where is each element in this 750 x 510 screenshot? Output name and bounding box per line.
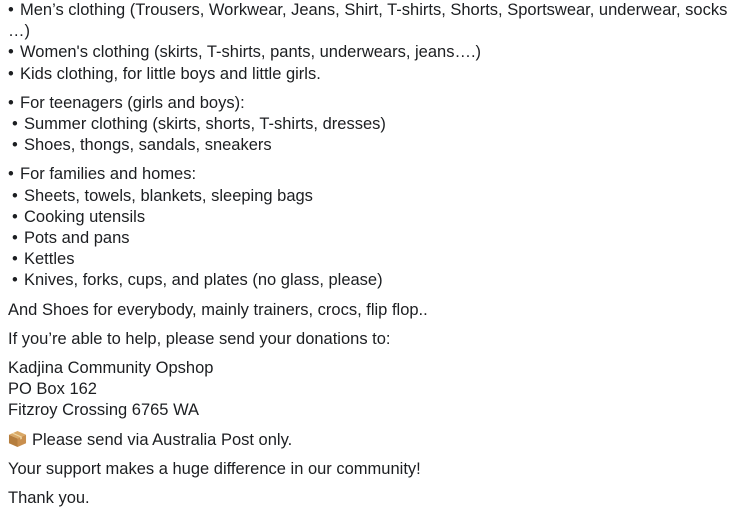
men-clothing-item bbox=[8, 0, 742, 42]
family-item-text: Pots and pans bbox=[24, 229, 130, 248]
kids-clothing-text: Kids clothing, for little boys and little girls. bbox=[20, 64, 321, 83]
family-item-text: Kettles bbox=[24, 250, 75, 269]
spacer bbox=[8, 292, 742, 300]
bullet: • bbox=[8, 64, 14, 83]
bullet: • bbox=[12, 115, 18, 134]
bullet: • bbox=[12, 250, 18, 269]
families-heading bbox=[8, 164, 742, 185]
bullet: • bbox=[8, 43, 14, 62]
bullet: • bbox=[8, 1, 14, 19]
bullet: • bbox=[12, 271, 18, 290]
family-item-text: Knives, forks, cups, and plates (no glass, please) bbox=[24, 271, 383, 290]
post-note bbox=[8, 430, 742, 451]
teenagers-heading bbox=[8, 93, 742, 114]
family-item-text: Cooking utensils bbox=[24, 207, 146, 226]
support-line: Your support makes a huge difference in our community! bbox=[8, 459, 421, 478]
spacer bbox=[8, 422, 742, 430]
women-clothing-text: Women's clothing (skirts, T-shirts, pants, underwears, jeans….) bbox=[20, 43, 482, 62]
donate-line: If you’re able to help, please send your donations to: bbox=[8, 329, 391, 348]
spacer bbox=[8, 156, 742, 164]
men-clothing-text: Men’s clothing (Trousers, Workwear, Jeans, Shirt, T-shirts, Shorts, Sportswear, underwear, socks …) bbox=[8, 1, 728, 41]
thanks-line: Thank you. bbox=[8, 489, 90, 508]
teen-item-text: Shoes, thongs, sandals, sneakers bbox=[24, 136, 272, 155]
spacer bbox=[8, 321, 742, 329]
bullet: • bbox=[12, 136, 18, 155]
families-heading-text: For families and homes: bbox=[20, 165, 197, 184]
bullet: • bbox=[8, 93, 14, 112]
bullet: • bbox=[8, 165, 14, 184]
kids-clothing-item bbox=[8, 64, 742, 85]
family-item bbox=[8, 228, 742, 249]
address-po-box: PO Box 162 bbox=[8, 380, 97, 399]
bullet: • bbox=[12, 229, 18, 248]
family-item bbox=[8, 186, 742, 207]
shoes-line: And Shoes for everybody, mainly trainers, crocs, flip flop.. bbox=[8, 300, 428, 319]
address-town: Fitzroy Crossing 6765 WA bbox=[8, 401, 200, 420]
spacer bbox=[8, 451, 742, 459]
spacer bbox=[8, 350, 742, 358]
women-clothing-item bbox=[8, 42, 742, 63]
family-item bbox=[8, 249, 742, 270]
teen-item-text: Summer clothing (skirts, shorts, T-shirts, dresses) bbox=[24, 115, 386, 134]
spacer bbox=[8, 480, 742, 488]
spacer bbox=[8, 85, 742, 93]
post-note-text: Please send via Australia Post only. bbox=[32, 430, 293, 449]
bullet: • bbox=[12, 186, 18, 205]
teen-item bbox=[8, 135, 742, 156]
package-icon bbox=[8, 430, 27, 448]
address-name: Kadjina Community Opshop bbox=[8, 359, 214, 378]
teen-item bbox=[8, 114, 742, 135]
teenagers-heading-text: For teenagers (girls and boys): bbox=[20, 93, 245, 112]
family-item-text: Sheets, towels, blankets, sleeping bags bbox=[24, 186, 313, 205]
bullet: • bbox=[12, 207, 18, 226]
family-item bbox=[8, 270, 742, 291]
family-item bbox=[8, 207, 742, 228]
